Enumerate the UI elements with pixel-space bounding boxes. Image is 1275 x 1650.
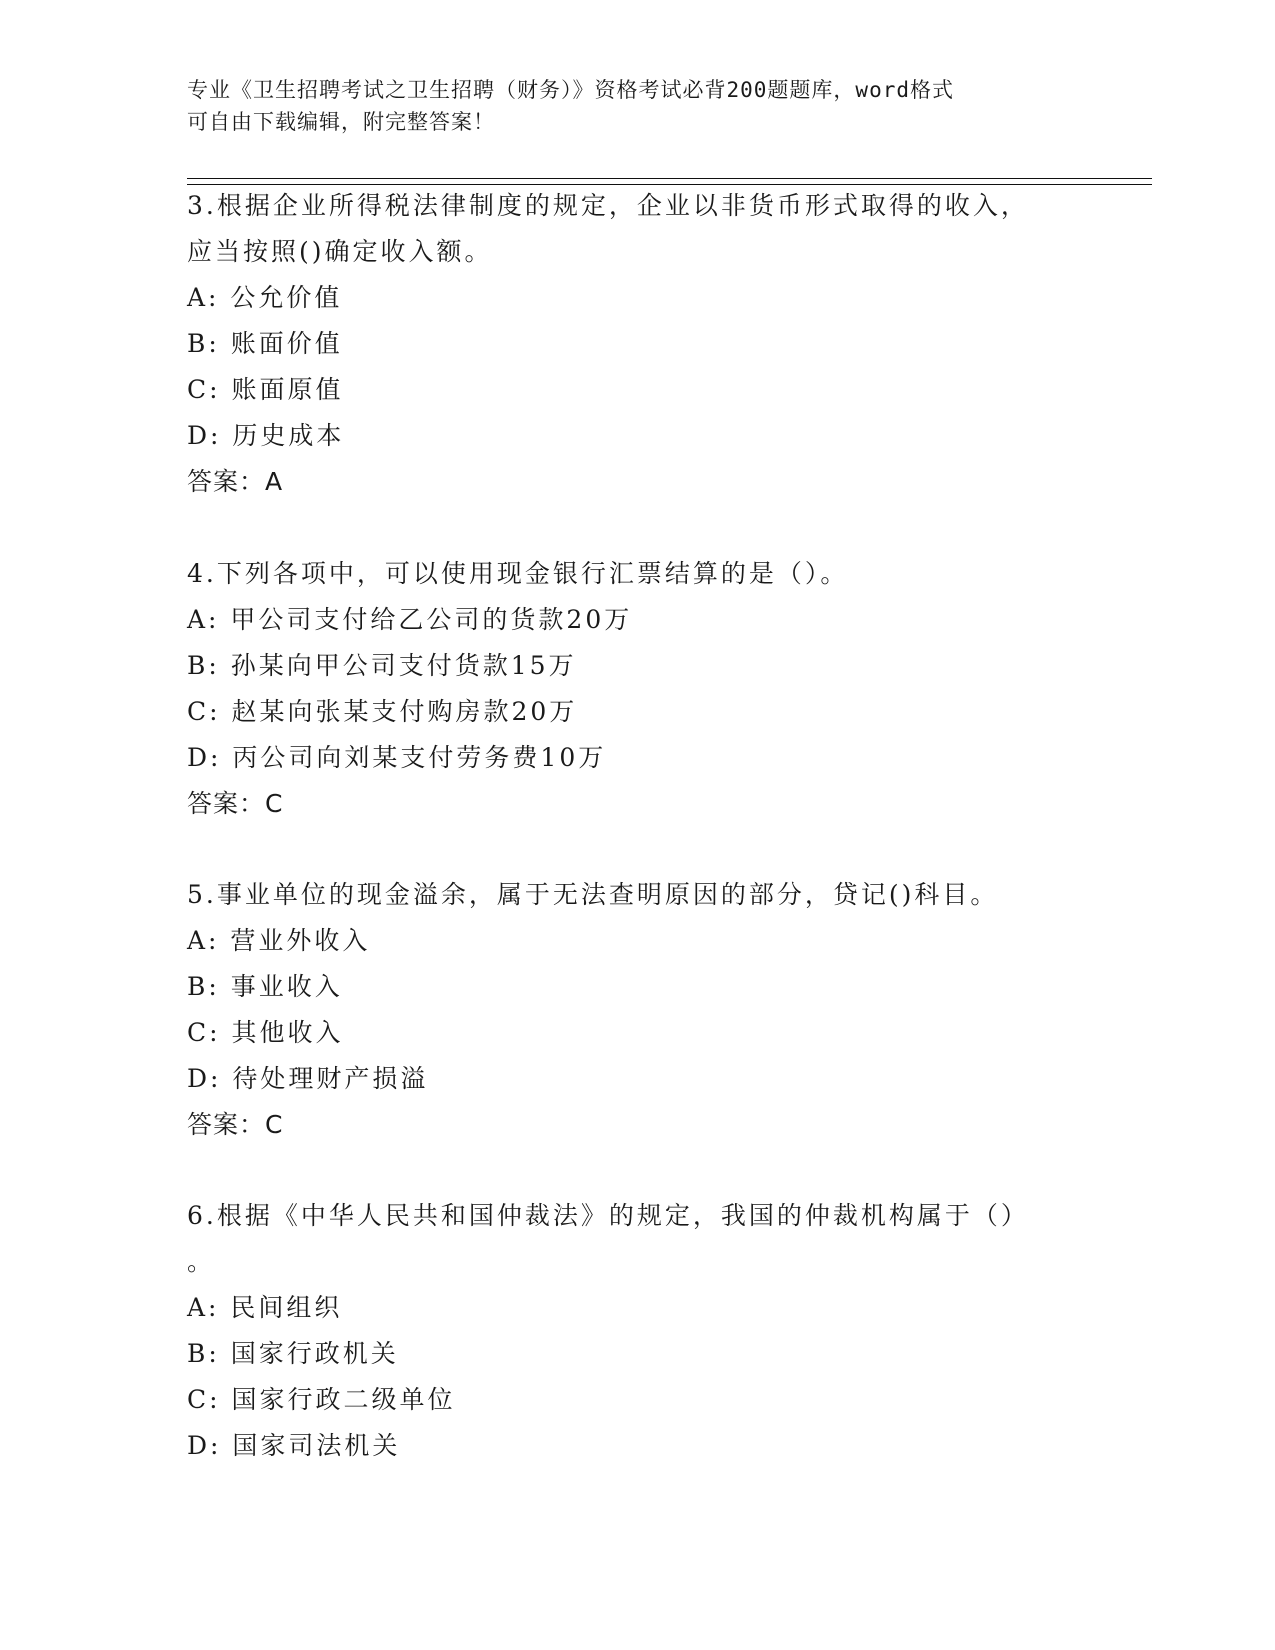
option-a: A: 营业外收入 (187, 926, 371, 955)
answer: 答案：A (187, 467, 284, 496)
option-d: D: 待处理财产损溢 (187, 1064, 429, 1093)
option-d: D: 丙公司向刘某支付劳务费10万 (187, 743, 607, 772)
option-b: B: 事业收入 (187, 972, 343, 1001)
question-stem-line: 。 (187, 1247, 216, 1276)
question-3 (187, 183, 1087, 505)
option-c: C: 赵某向张某支付购房款20万 (187, 697, 578, 726)
document-header (187, 74, 1067, 138)
header-line-2: 可自由下载编辑，附完整答案！ (187, 110, 495, 134)
question-6 (187, 1193, 1087, 1469)
answer: 答案：C (187, 1110, 284, 1139)
option-d: D: 历史成本 (187, 421, 345, 450)
question-stem-line: 6.根据《中华人民共和国仲裁法》的规定，我国的仲裁机构属于（） (187, 1201, 1029, 1230)
question-stem-line: 3.根据企业所得税法律制度的规定，企业以非货币形式取得的收入， (187, 191, 1029, 220)
question-stem-line: 应当按照()确定收入额。 (187, 237, 493, 266)
header-rule-top (187, 178, 1152, 179)
option-a: A: 公允价值 (187, 283, 343, 312)
question-4 (187, 551, 1087, 827)
question-5 (187, 872, 1087, 1148)
header-line-1: 专业《卫生招聘考试之卫生招聘（财务）》资格考试必背200题题库，word格式 (187, 78, 954, 102)
option-b: B: 孙某向甲公司支付货款15万 (187, 651, 577, 680)
option-b: B: 国家行政机关 (187, 1339, 399, 1368)
option-d: D: 国家司法机关 (187, 1431, 401, 1460)
option-a: A: 民间组织 (187, 1293, 343, 1322)
answer: 答案：C (187, 789, 284, 818)
option-a: A: 甲公司支付给乙公司的货款20万 (187, 605, 633, 634)
option-b: B: 账面价值 (187, 329, 343, 358)
option-c: C: 国家行政二级单位 (187, 1385, 456, 1414)
option-c: C: 账面原值 (187, 375, 344, 404)
question-stem-line: 4.下列各项中，可以使用现金银行汇票结算的是（）。 (187, 559, 849, 588)
question-stem-line: 5.事业单位的现金溢余，属于无法查明原因的部分，贷记()科目。 (187, 880, 999, 909)
option-c: C: 其他收入 (187, 1018, 344, 1047)
